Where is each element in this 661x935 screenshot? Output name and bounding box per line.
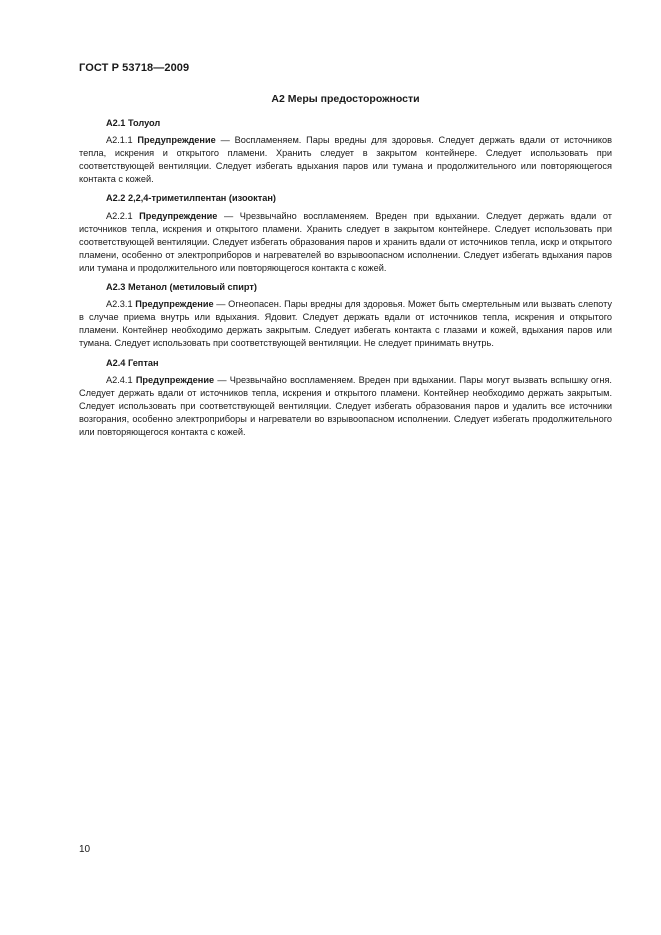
paragraph-toluene <box>79 134 612 186</box>
section-title: А2 Меры предосторожности <box>271 93 420 105</box>
warning-label: Предупреждение <box>137 135 216 146</box>
page-number: 10 <box>79 844 91 855</box>
subsection-heading-heptane: А2.4 Гептан <box>106 357 159 368</box>
clause-number: А2.3.1 <box>106 299 133 310</box>
document-code: ГОСТ Р 53718—2009 <box>79 62 190 74</box>
warning-label: Предупреждение <box>135 374 215 385</box>
subsection-heading-methanol: А2.3 Метанол (метиловый спирт) <box>106 282 257 293</box>
paragraph-methanol <box>79 298 612 350</box>
subsection-heading-isooctane: А2.2 2,2,4-триметилпентан (изооктан) <box>106 193 276 204</box>
paragraph-isooctane <box>79 210 612 275</box>
clause-number: А2.2.1 <box>106 210 133 221</box>
paragraph-text: — Воспламеняем. Пары вредны для здоровья. Следует держать вдали от источников тепла, искрения и открытого пламени. Хранить следует в закрытом контейнере. Следует использовать при соответствующей вентиляции. Следует избегать вдыхания паров или тумана и продолжительного или повторяющегося контакта с кожей. <box>79 135 613 185</box>
paragraph-text: — Чрезвычайно воспламеняем. Вреден при вдыхании. Следует держать вдали от источников тепла, искрения и открытого пламени. Хранить следует в закрытом контейнере. Следует использовать при соответствующей вентиляции. Следует избегать образования паров и хранить вдали от источников тепла, искр и открытого пламени, особенно от электроприборов и нагревателей во взрывоопасном исполнении. Следует избегать вдыхания паров или тумана и продолжительного или повторяющегося контакта с кожей. <box>79 210 612 273</box>
paragraph-text: — Огнеопасен. Пары вредны для здоровья. Может быть смертельным или вызвать слепоту в случае приема внутрь или вдыхания. Ядовит. Следует держать вдали от источников тепла, искрения и открытого пламени. Контейнер необходимо держать закрытым. Следует избегать контакта с глазами и кожей, вдыхания паров или тумана. Следует использовать при соответствующей вентиляции. Не следует принимать внутрь. <box>79 299 612 349</box>
warning-label: Предупреждение <box>139 210 218 221</box>
paragraph-heptane <box>79 374 612 439</box>
clause-number: А2.4.1 <box>106 374 133 385</box>
document-body <box>79 117 612 445</box>
subsection-heading-toluene: А2.1 Толуол <box>106 118 161 128</box>
clause-number: А2.1.1 <box>106 135 133 146</box>
warning-label: Предупреждение <box>135 299 214 310</box>
paragraph-text: — Чрезвычайно воспламеняем. Вреден при вдыхании. Пары могут вызвать вспышку огня. Следует держать вдали от источников тепла, искрения и открытого пламени. Контейнер необходимо держать закрытым. Следует использовать при соответствующей вентиляции. Следует избегать образования паров и удалить все источники возгорания, особенно электроприборы и нагреватели во взрывоопасном исполнении. Следует избегать продолжительного или повторяющегося контакта с кожей. <box>79 374 612 437</box>
